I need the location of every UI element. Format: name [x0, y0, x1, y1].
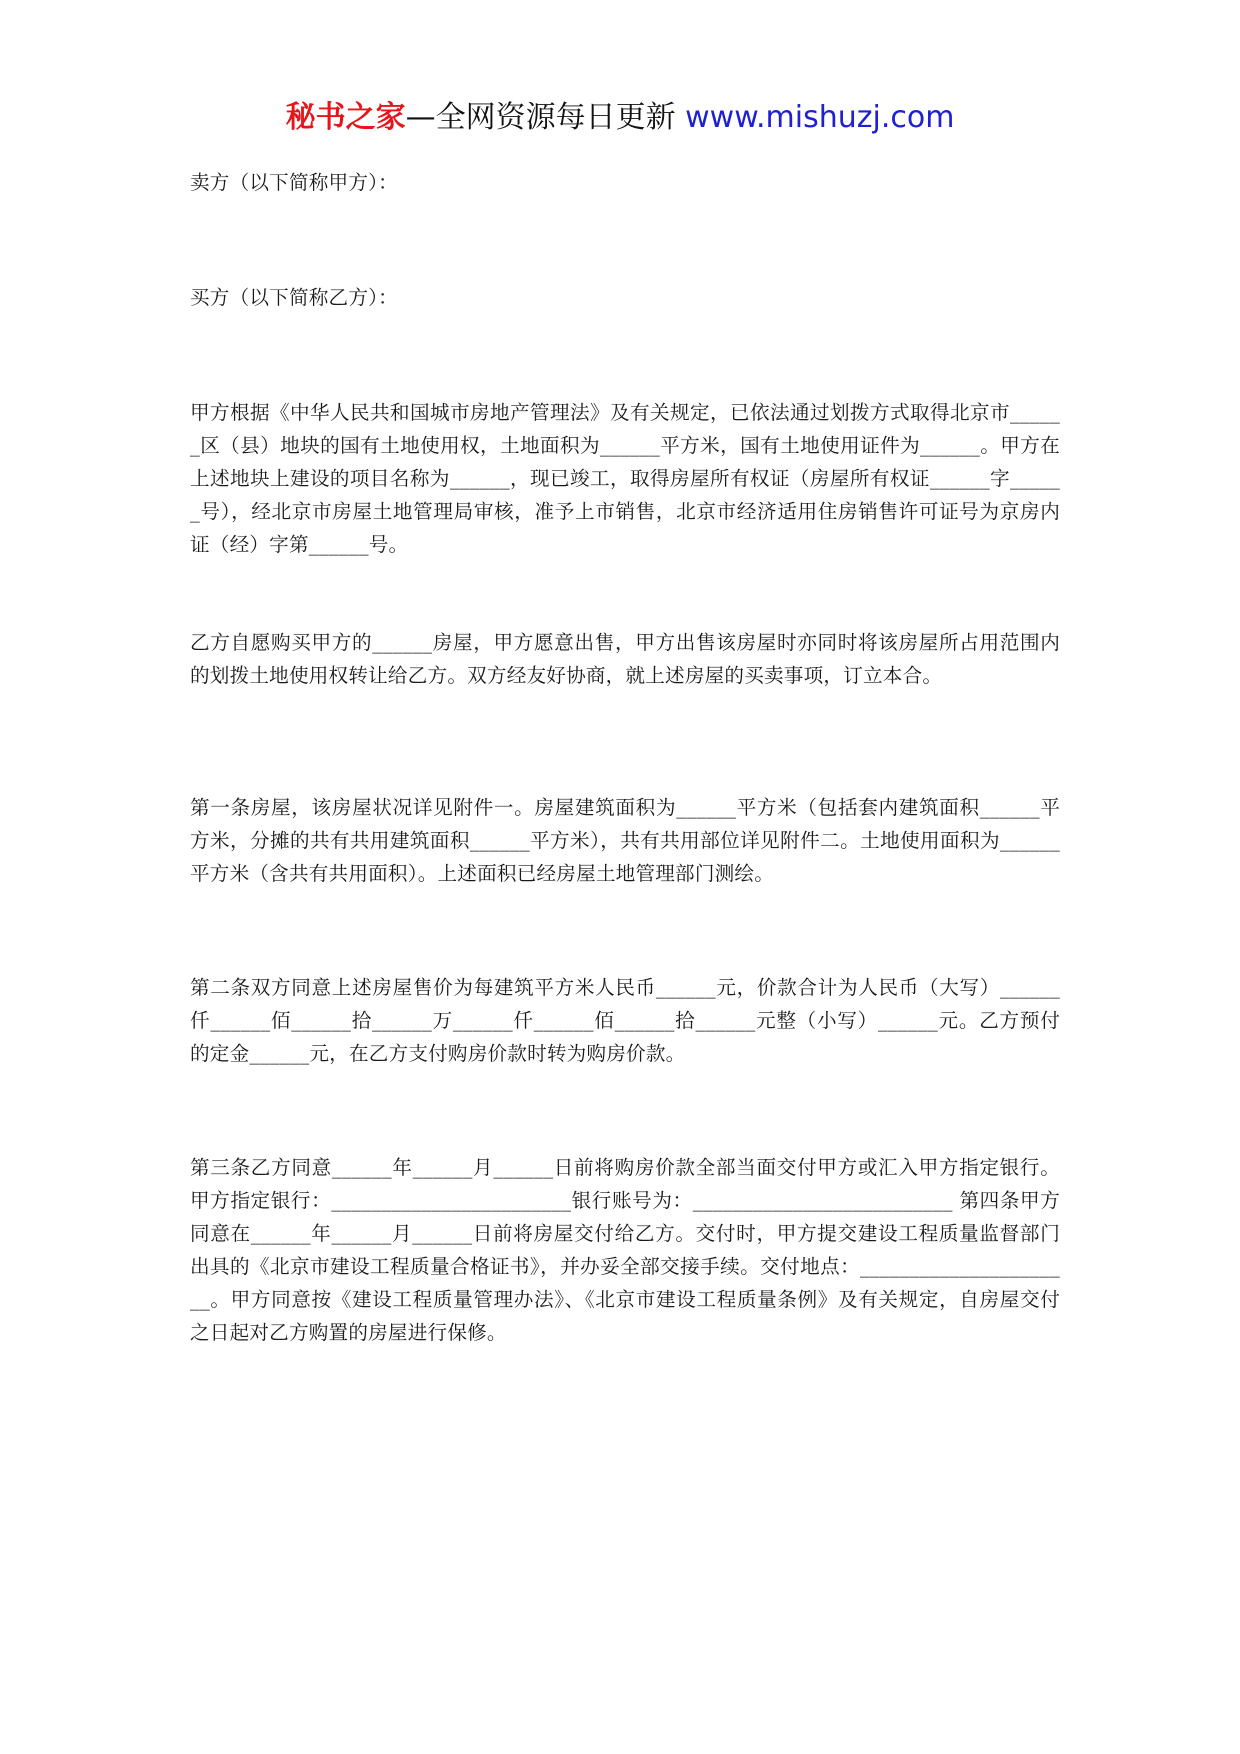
buyer-line: 买方（以下简称乙方）：: [190, 286, 398, 309]
article-1-paragraph: 第一条房屋，该房屋状况详见附件一。房屋建筑面积为______平方米（包括套内建筑面积______平方米，分摊的共有共用建筑面积______平方米），共有共用部位详见附件二。土地使用面积为______平方米（含共有共用面积）。上述面积已经房屋土地管理部门测绘。: [190, 796, 1060, 885]
site-tagline: —全网资源每日更新: [405, 100, 676, 135]
article-2-paragraph: 第二条双方同意上述房屋售价为每建筑平方米人民币______元，价款合计为人民币（大写）______仟______佰______拾______万______仟______佰______拾______元整（小写）______元。乙方预付的定金______元，在乙方支付购房价款时转为购房价款。: [190, 976, 1060, 1065]
preamble-paragraph: 甲方根据《中华人民共和国城市房地产管理法》及有关规定，已依法通过划拨方式取得北京市______区（县）地块的国有土地使用权，土地面积为______平方米，国有土地使用证件为______。甲方在上述地块上建设的项目名称为______，现已竣工，取得房屋所有权证（房屋所有权证______字______号），经北京市房屋土地管理局审核，准予上市销售，北京市经济适用住房销售许可证号为京房内证（经）字第______号。: [190, 401, 1060, 556]
site-brand: 秘书之家: [285, 100, 406, 135]
intent-paragraph: 乙方自愿购买甲方的______房屋，甲方愿意出售，甲方出售该房屋时亦同时将该房屋所占用范围内的划拨土地使用权转让给乙方。双方经友好协商，就上述房屋的买卖事项，订立本合。: [190, 631, 1060, 687]
site-header: [0, 98, 1240, 138]
seller-line: 卖方（以下简称甲方）：: [190, 171, 398, 194]
article-3-4-paragraph: 第三条乙方同意______年______月______日前将购房价款全部当面交付甲方或汇入甲方指定银行。甲方指定银行：________________________银行账号为：__________________________ 第四条甲方同意在______年______月______日前将房屋交付给乙方。交付时，甲方提交建设工程质量监督部门出具的《北京市建设工程质量合格证书》，并办妥全部交接手续。交付地点：______________________。甲方同意按《建设工程质量管理办法》、《北京市建设工程质量条例》及有关规定，自房屋交付之日起对乙方购置的房屋进行保修。: [190, 1156, 1060, 1344]
site-url[interactable]: www.mishuzj.com: [685, 100, 955, 135]
